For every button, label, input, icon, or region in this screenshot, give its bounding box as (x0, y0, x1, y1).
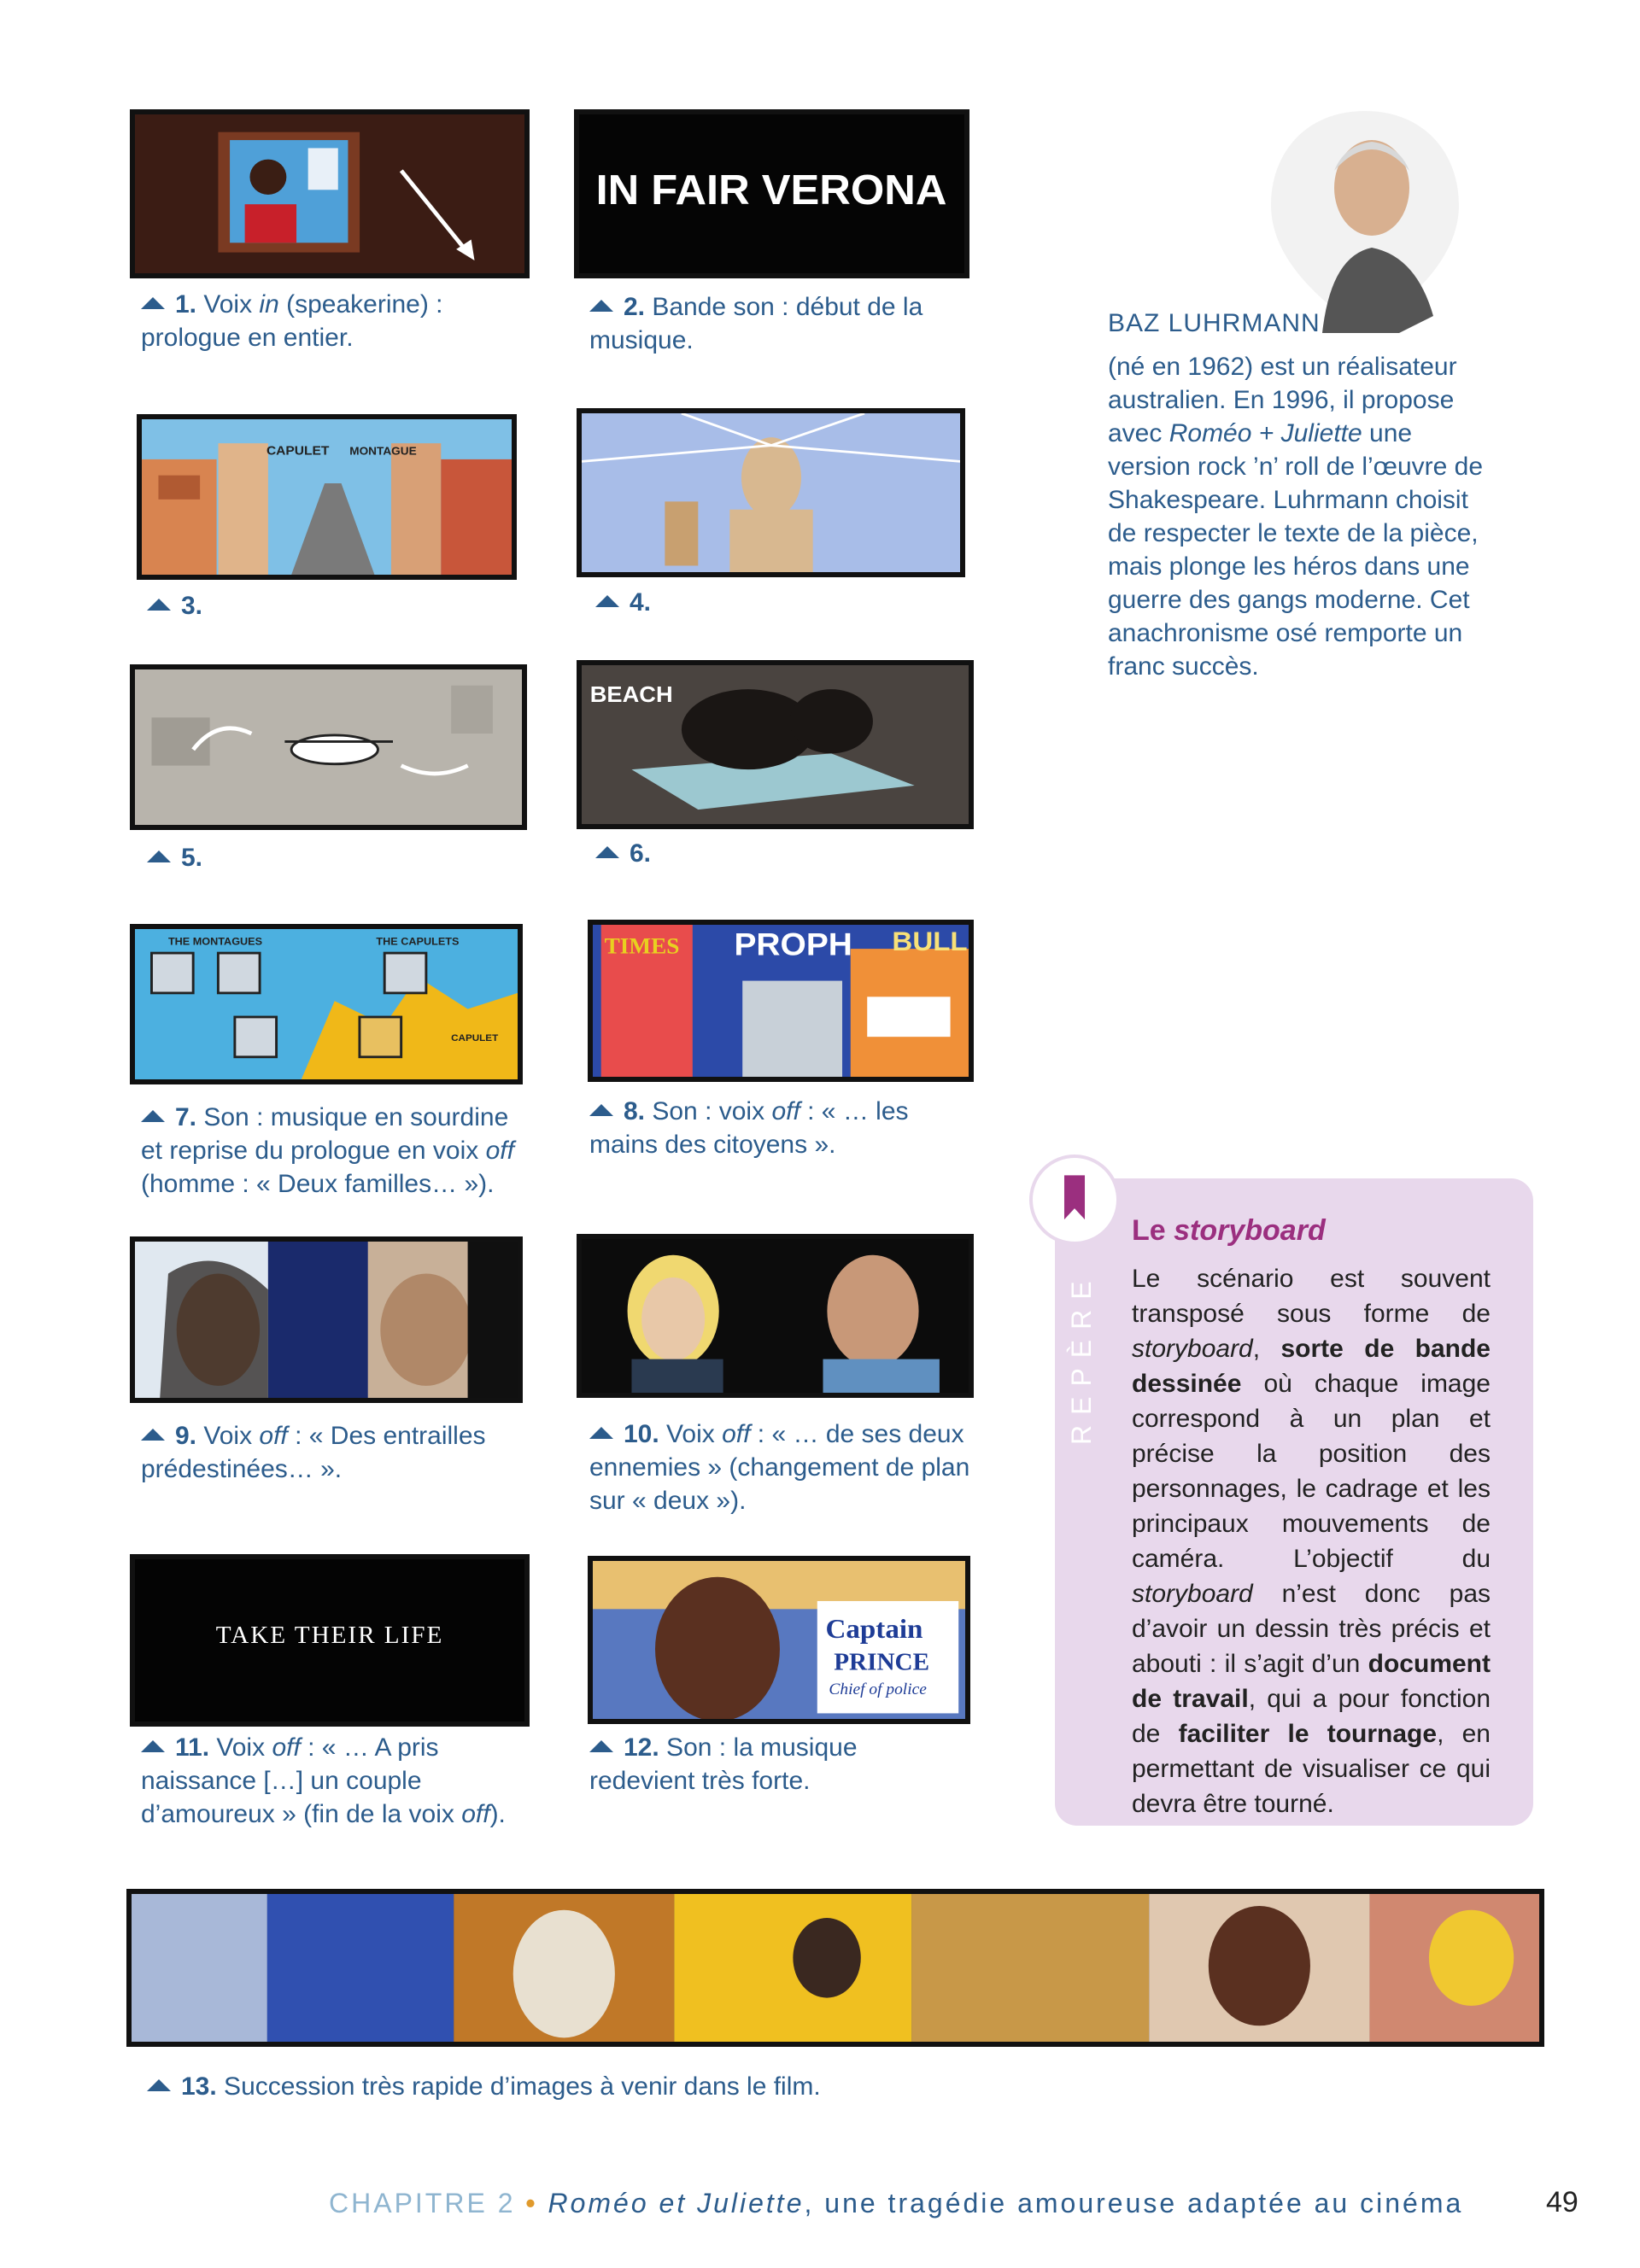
panel-3-sign-capulet: CAPULET (266, 443, 330, 459)
caption-7: 7. Son : musique en sourdine et reprise du prologue en voix off (homme : « Deux familles… »). (141, 1103, 514, 1198)
caption-2: 2. Bande son : début de la musique. (589, 293, 923, 354)
chapter-title-italic: Roméo et Juliette (548, 2188, 805, 2218)
bookmark-badge (1029, 1154, 1120, 1245)
storyboard-panel-11 (130, 1554, 530, 1727)
storyboard-panel-6 (577, 660, 974, 829)
caption-8: 8. Son : voix off : « … les mains des citoyens ». (589, 1097, 909, 1159)
triangle-bullet-icon (595, 595, 619, 607)
storyboard-panel-5 (130, 664, 527, 830)
triangle-bullet-icon (589, 1427, 613, 1439)
panel-12-chief: Chief of police (829, 1681, 927, 1698)
director-name: BAZ LUHRMANN (1108, 309, 1321, 337)
storyboard-panel-9 (130, 1236, 523, 1403)
storyboard-panel-10 (577, 1234, 974, 1398)
triangle-bullet-icon (595, 846, 619, 858)
storyboard-panel-13 (126, 1889, 1544, 2047)
panel-8-proph: PROPH (734, 926, 852, 963)
panel-7-sign: CAPULET (451, 1033, 499, 1044)
panel-12-captain: Captain (825, 1614, 923, 1645)
panel-6-text: BEACH (589, 681, 673, 708)
storyboard-panel-8 (588, 920, 974, 1082)
panel-8-bull: BULL (892, 926, 968, 956)
caption-1: 1. Voix in (speakerine) : prologue en entier. (141, 290, 443, 352)
storyboard-panel-1 (130, 109, 530, 278)
storyboard-panel-7 (130, 924, 523, 1084)
triangle-bullet-icon (589, 1740, 613, 1752)
triangle-bullet-icon (141, 1429, 165, 1441)
panel-3-sign-montague: MONTAGUE (349, 444, 417, 458)
panel-7-capulets: THE CAPULETS (376, 935, 460, 948)
panel-8-times: TIMES (604, 933, 680, 959)
storyboard-panel-4 (577, 408, 965, 577)
triangle-bullet-icon (141, 297, 165, 309)
caption-4: 4. (595, 586, 766, 619)
bookmark-icon (1064, 1175, 1085, 1219)
panel-2-title: IN FAIR VERONA (595, 167, 947, 214)
repere-title: Le storyboard (1132, 1214, 1326, 1247)
storyboard-panel-2 (574, 109, 969, 278)
caption-9: 9. Voix off : « Des entrailles prédestinées… ». (141, 1422, 486, 1483)
chapter-footer (329, 2188, 1463, 2219)
triangle-bullet-icon (589, 1104, 613, 1116)
chapter-title-rest: , une tragédie amoureuse adaptée au cinéma (804, 2188, 1464, 2218)
triangle-bullet-icon (147, 850, 171, 862)
storyboard-panel-12 (588, 1556, 970, 1724)
caption-13: 13. Succession très rapide d’images à venir dans le film. (147, 2070, 1001, 2103)
director-bio: (né en 1962) est un réalisateur australien. En 1996, il propose avec Roméo + Juliette une version rock ’n’ roll de l’œuvre de Shakespeare. Luhrmann choisit de respecter le texte de la pièce, mais plonge les héros dans une guerre des gangs moderne. Cet anachronisme osé remporte un franc succès. (1108, 353, 1484, 681)
triangle-bullet-icon (141, 1110, 165, 1122)
caption-6: 6. (595, 837, 766, 870)
chapter-label: CHAPITRE 2 (329, 2188, 516, 2218)
panel-12-prince: PRINCE (834, 1649, 930, 1676)
repere-text: Le scénario est souvent transposé sous forme de storyboard, sorte de bande dessinée où chaque image correspond à un plan et précise la position des personnages, le cadrage et les principaux mouvements de caméra. L’objectif du storyboard n’est donc pas d’avoir un dessin très précis et abouti : il s’agit d’un document de travail, qui a pour fonction de faciliter le tournage, en permettant de visualiser ce qui devra être tourné. (1132, 1265, 1491, 1818)
director-photo (1271, 111, 1459, 333)
page-number: 49 (1546, 2186, 1578, 2218)
panel-11-title: TAKE THEIR LIFE (215, 1622, 444, 1649)
triangle-bullet-icon (141, 1740, 165, 1752)
triangle-bullet-icon (589, 300, 613, 312)
caption-10: 10. Voix off : « … de ses deux ennemies » (changement de plan sur « deux »). (589, 1420, 970, 1515)
storyboard-panel-3 (137, 414, 517, 580)
caption-3: 3. (147, 589, 318, 623)
repere-vertical-label: REPÈRE (1066, 1271, 1097, 1445)
caption-5: 5. (147, 841, 318, 874)
caption-11: 11. Voix off : « … A pris naissance […] un couple d’amoureux » (fin de la voix off). (141, 1733, 506, 1828)
panel-7-montagues: THE MONTAGUES (167, 935, 263, 948)
triangle-bullet-icon (147, 599, 171, 611)
bullet-dot: • (525, 2188, 538, 2218)
triangle-bullet-icon (147, 2079, 171, 2091)
caption-12: 12. Son : la musique redevient très forte. (589, 1733, 858, 1795)
